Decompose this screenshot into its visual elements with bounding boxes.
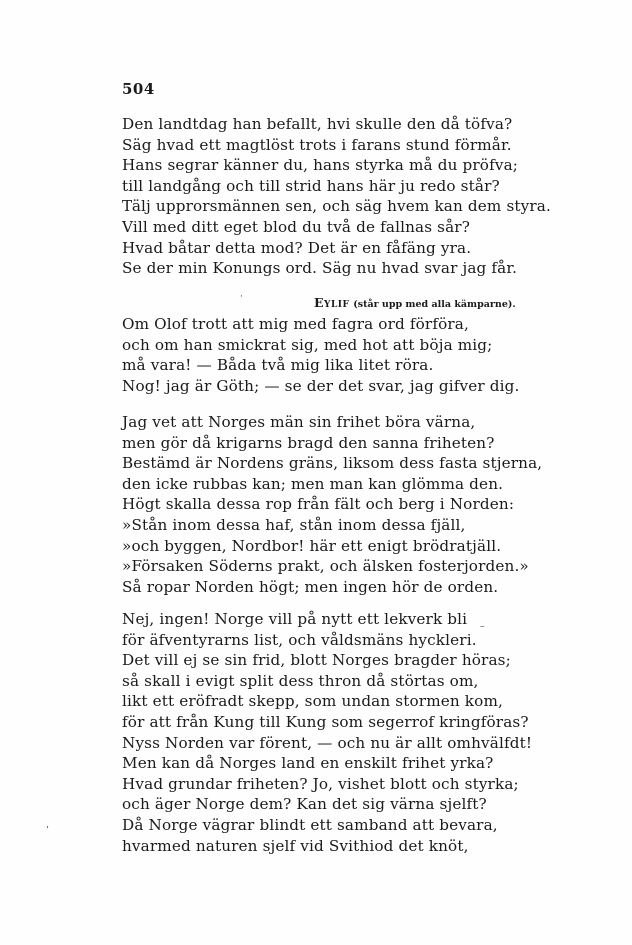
verse-line: Hvad båtar detta mod? Det är en fåfäng yra. [122, 238, 472, 257]
verse-line: »och byggen, Nordbor! här ett enigt brödratjäll. [122, 536, 502, 555]
stage-direction: (står upp med alla kämparne). [353, 299, 516, 310]
verse-line: må vara! — Båda två mig lika litet röra. [122, 356, 434, 375]
stanza-4 [122, 609, 552, 856]
scan-speck: – [480, 622, 485, 632]
verse-line: den icke rubbas kan; men man kan glömma den. [122, 474, 504, 493]
scan-speck: ’ [46, 826, 49, 836]
verse-line: Nej, ingen! Norge vill på nytt ett lekverk bli [122, 610, 468, 628]
verse-line: så skall i evigt split dess thron då störtas om, [122, 671, 479, 690]
verse-line: hvarmed naturen sjelf vid Svithiod det knöt, [122, 836, 469, 855]
verse-line: men gör då krigarns bragd den sanna friheten? [122, 433, 495, 452]
verse-line: Säg hvad ett magtlöst trots i farans stund förmår. [122, 135, 512, 154]
verse-line: Så ropar Norden högt; men ingen hör de orden. [122, 577, 499, 596]
verse-line: och äger Norge dem? Kan det sig värna sjelft? [122, 795, 487, 814]
stanza-1 [122, 114, 552, 279]
speaker-name: Eylif [314, 295, 350, 310]
verse-line: Om Olof trott att mig med fagra ord förföra, [122, 315, 469, 333]
verse-line: Nyss Norden var förent, — och nu är allt omhvälfdt! [122, 733, 533, 752]
verse-line: Bestämd är Nordens gräns, liksom dess fasta stjerna, [122, 454, 543, 473]
verse-line: Jag vet att Norges män sin frihet böra värna, [122, 413, 476, 431]
verse-line: Det vill ej se sin frid, blott Norges bragder höras; [122, 651, 511, 670]
verse-line: Men kan då Norges land en enskilt frihet yrka? [122, 754, 494, 773]
verse-line: Den landtdag han befallt, hvi skulle den då töfva? [122, 115, 513, 133]
verse-line: Hvad grundar friheten? Jo, vishet blott och styrka; [122, 774, 519, 793]
verse-line: »Stån inom dessa haf, stån inom dessa fjäll, [122, 515, 466, 534]
verse-line: likt ett eröfradt skepp, som undan stormen kom, [122, 692, 503, 711]
speaker-heading [314, 295, 516, 310]
scan-speck: · [240, 292, 243, 302]
stanza-2 [122, 314, 552, 396]
verse-line: Högt skalla dessa rop från fält och berg i Norden: [122, 495, 515, 514]
verse-line: Hans segrar känner du, hans styrka må du pröfva; [122, 156, 519, 175]
page-number: 504 [122, 80, 155, 98]
verse-line: Vill med ditt eget blod du två de fallnas sår? [122, 217, 470, 236]
verse-line: Då Norge vägrar blindt ett samband att bevara, [122, 815, 498, 834]
verse-line: Tälj upprorsmännen sen, och säg hvem kan dem styra. [122, 197, 551, 216]
verse-line: Nog! jag är Göth; — se der det svar, jag gifver dig. [122, 376, 520, 395]
stanza-3 [122, 412, 552, 597]
verse-line: och om han smickrat sig, med hot att böja mig; [122, 335, 493, 354]
verse-line: »Försaken Söderns prakt, och älsken fosterjorden.» [122, 557, 529, 576]
verse-line: för att från Kung till Kung som segerrof kringföras? [122, 712, 529, 731]
verse-line: för äfventyrarns list, och våldsmäns hyckleri. [122, 630, 477, 649]
verse-line: till landgång och till strid hans här ju redo står? [122, 176, 500, 195]
verse-line: Se der min Konungs ord. Säg nu hvad svar jag får. [122, 259, 518, 278]
